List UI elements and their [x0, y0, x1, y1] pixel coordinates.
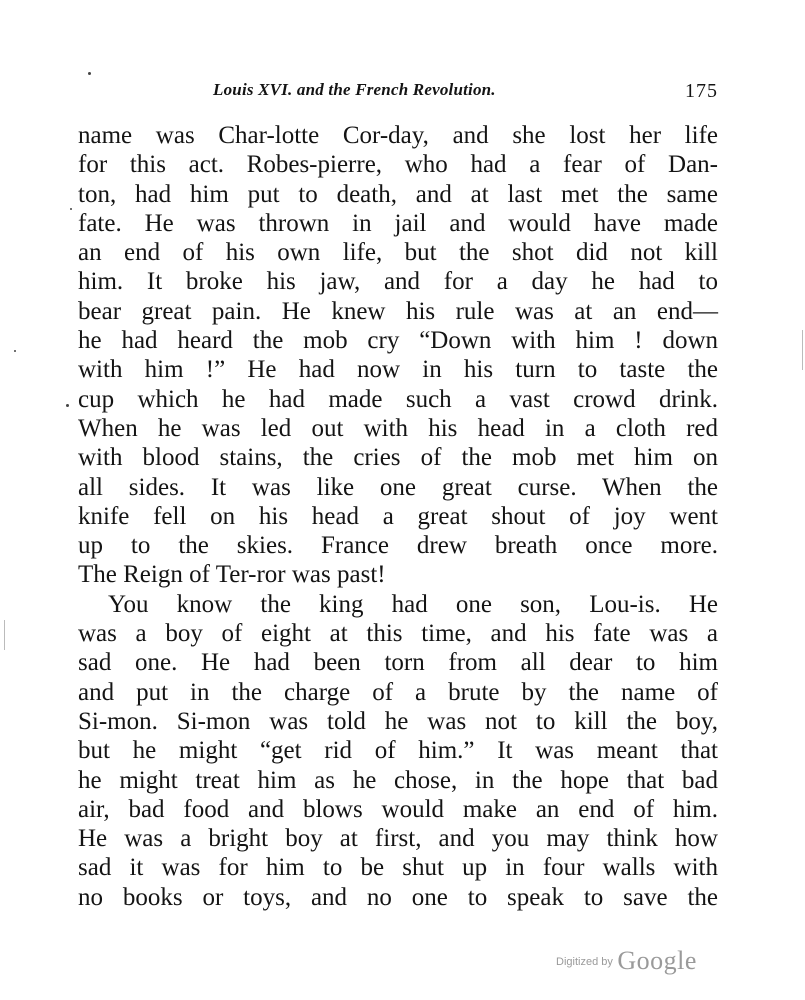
text-line: Si-mon. Si-mon was told he was not to kill the boy,	[78, 707, 718, 735]
text-line: was a boy of eight at this time, and his fate was a	[78, 620, 718, 648]
text-line: no books or toys, and no one to speak to save the	[78, 883, 718, 911]
scan-edge-line	[802, 330, 803, 370]
text-line: When he was led out with his head in a cloth red	[78, 414, 718, 442]
paragraph-start-line: You know the king had one son, Lou-is. He	[108, 590, 718, 618]
scan-speck	[70, 208, 72, 210]
scan-speck	[14, 350, 16, 352]
running-head	[78, 80, 718, 110]
text-line: The Reign of Ter-ror was past!	[78, 561, 386, 589]
text-line: air, bad food and blows would make an end of him.	[78, 795, 718, 823]
text-line: he might treat him as he chose, in the hope that bad	[78, 766, 718, 794]
text-line: he had heard the mob cry “Down with him ! down	[78, 327, 718, 355]
text-line: ton, had him put to death, and at last met the same	[78, 180, 718, 208]
text-line: He was a bright boy at first, and you may think how	[78, 825, 718, 853]
text-line: name was Char-lotte Cor-day, and she lost her life	[78, 122, 718, 149]
text-line: him. It broke his jaw, and for a day he had to	[78, 268, 718, 296]
text-line: up to the skies. France drew breath once more.	[78, 532, 718, 560]
text-line: but he might “get rid of him.” It was meant that	[78, 737, 718, 765]
text-line: cup which he had made such a vast crowd drink.	[78, 385, 718, 413]
text-line: and put in the charge of a brute by the name of	[78, 678, 718, 706]
watermark-prefix: Digitized by	[556, 956, 613, 968]
text-line: sad one. He had been torn from all dear to him	[78, 649, 718, 677]
text-line: all sides. It was like one great curse. When the	[78, 473, 718, 501]
running-title: Louis XVI. and the French Revolution.	[213, 80, 496, 99]
scan-edge-line	[4, 620, 5, 650]
scan-speck	[88, 72, 91, 75]
digitized-by-google-watermark	[556, 946, 697, 976]
text-line: knife fell on his head a great shout of joy went	[78, 502, 718, 530]
text-line: with blood stains, the cries of the mob met him on	[78, 444, 718, 472]
body-text	[78, 121, 718, 912]
text-line: fate. He was thrown in jail and would have made	[78, 209, 718, 237]
scan-speck	[66, 404, 69, 407]
watermark-brand: Google	[617, 946, 697, 975]
text-line: an end of his own life, but the shot did not kill	[78, 239, 718, 267]
page-number: 175	[685, 80, 718, 102]
text-line: bear great pain. He knew his rule was at an end—	[78, 297, 718, 325]
text-line: for this act. Robes-pierre, who had a fear of Dan-	[78, 151, 718, 179]
text-line: sad it was for him to be shut up in four walls with	[78, 854, 718, 882]
text-line: with him !” He had now in his turn to taste the	[78, 356, 718, 384]
